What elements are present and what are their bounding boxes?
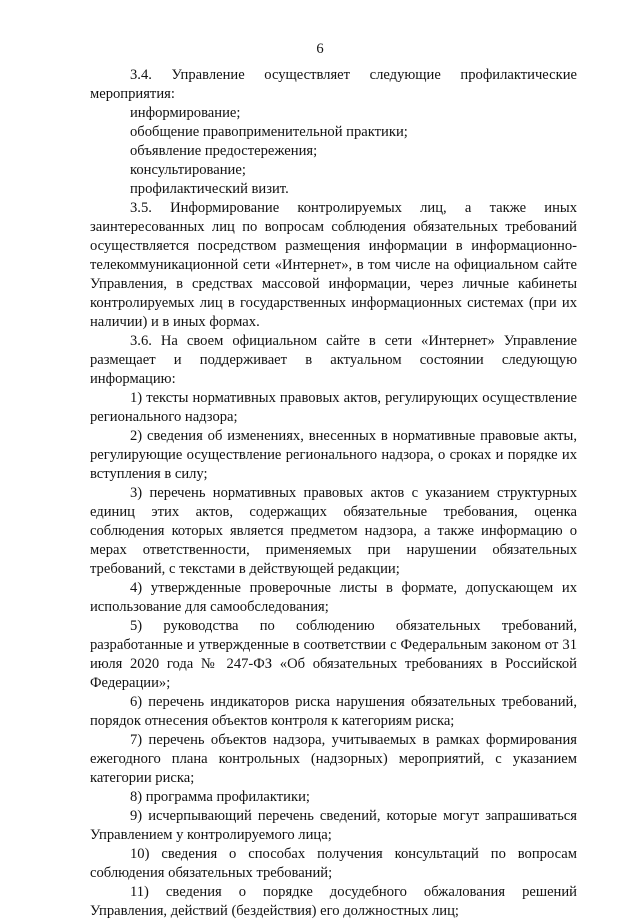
- paragraph-3-4: 3.4. Управление осуществляет следующие профилактические мероприятия:: [90, 67, 577, 102]
- paragraph-3-6: 3.6. На своем официальном сайте в сети «Интернет» Управление размещает и поддерживает в актуальном состоянии следующую информацию:: [90, 333, 577, 387]
- list-item-4: 4) утвержденные проверочные листы в формате, допускающем их использование для самообследования;: [90, 580, 577, 615]
- document-body: [90, 66, 577, 921]
- list-item-5: 5) руководства по соблюдению обязательных требований, разработанные и утвержденные в соответствии с Федеральным законом от 31 июля 2020 года № 247-ФЗ «Об обязательных требованиях в Российской Федерации»;: [90, 618, 577, 691]
- list-item-8: 8) программа профилактики;: [130, 789, 310, 805]
- list-item-10: 10) сведения о способах получения консультаций по вопросам соблюдения обязательных требований;: [90, 846, 577, 881]
- measure-item: информирование;: [130, 105, 241, 121]
- page-number: 6: [316, 41, 324, 57]
- measure-item: обобщение правоприменительной практики;: [130, 124, 408, 140]
- list-item-11: 11) сведения о порядке досудебного обжалования решений Управления, действий (бездействия) его должностных лиц;: [90, 884, 577, 919]
- list-item-6: 6) перечень индикаторов риска нарушения обязательных требований, порядок отнесения объектов контроля к категориям риска;: [90, 694, 577, 729]
- measure-item: профилактический визит.: [130, 181, 289, 197]
- list-item-1: 1) тексты нормативных правовых актов, регулирующих осуществление регионального надзора;: [90, 390, 577, 425]
- paragraph-3-5: 3.5. Информирование контролируемых лиц, а также иных заинтересованных лиц по вопросам соблюдения обязательных требований осуществляется посредством размещения информации в информационно-телекоммуникационной сети «Интернет», в том числе на официальном сайте Управления, в средствах массовой информации, через личные кабинеты контролируемых лиц в государственных информационных системах (при их наличии) и в иных формах.: [90, 200, 577, 330]
- measure-item: консультирование;: [130, 162, 246, 178]
- list-item-2: 2) сведения об изменениях, внесенных в нормативные правовые акты, регулирующие осуществление регионального надзора, о сроках и порядке их вступления в силу;: [90, 428, 577, 482]
- measure-item: объявление предостережения;: [130, 143, 318, 159]
- list-item-3: 3) перечень нормативных правовых актов с указанием структурных единиц этих актов, содержащих обязательные требования, оценка соблюдения которых является предметом надзора, а также информацию о мерах ответственности, применяемых при нарушении обязательных требований, с текстами в действующей редакции;: [90, 485, 577, 577]
- list-item-7: 7) перечень объектов надзора, учитываемых в рамках формирования ежегодного плана контрольных (надзорных) мероприятий, с указанием категории риска;: [90, 732, 577, 786]
- list-item-9: 9) исчерпывающий перечень сведений, которые могут запрашиваться Управлением у контролируемого лица;: [90, 808, 577, 843]
